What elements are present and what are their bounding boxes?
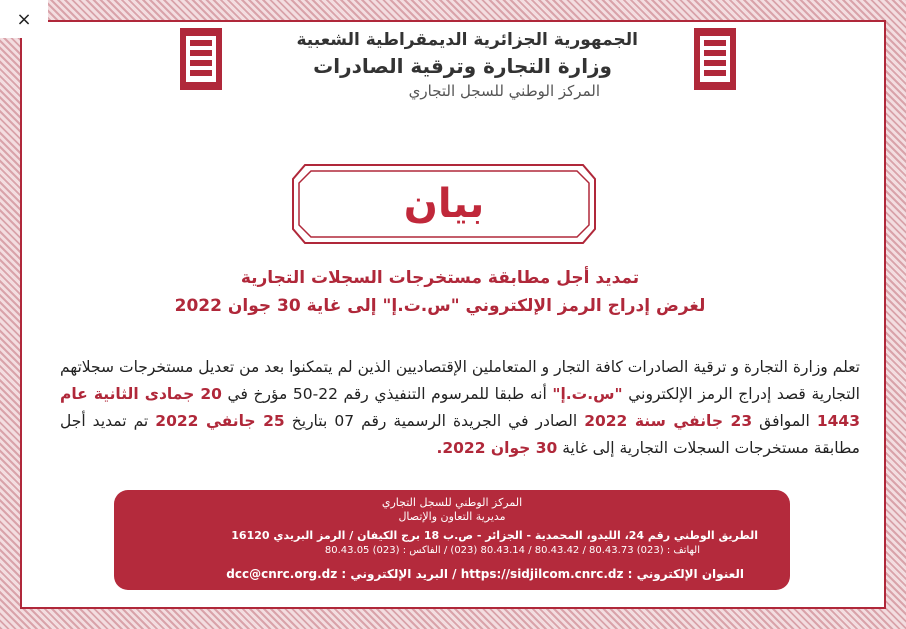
footer-web: العنوان الإلكتروني : https://sidjilcom.cnrc.dz / البريد الإلكتروني : dcc@cnrc.org.dz xyxy=(226,567,744,581)
body-highlight: 20 جمادى الثانية عام 1443 xyxy=(60,385,860,430)
body-text: أنه طبقا للمرسوم التنفيذي رقم 22-50 مؤرخ في xyxy=(221,385,553,403)
close-button[interactable] xyxy=(0,0,48,38)
body-text: تعلم وزارة التجارة و ترقية الصادرات كافة التجار و المتعاملين الإقتصاديين الذين لم يتمكنوا بعد من تعديل مستخرجات سجلاتهم التجارية قصد إدراج الرمز الإلكتروني xyxy=(60,358,860,403)
ministry-header xyxy=(297,28,639,102)
announcement-body xyxy=(60,354,860,462)
republic-name: الجمهورية الجزائرية الديمقراطية الشعبية xyxy=(296,30,638,50)
footer-org: المركز الوطني للسجل التجاري xyxy=(381,496,523,509)
subtitle-line-2: لغرض إدراج الرمز الإلكتروني "س.ت.إ" إلى غاية 30 جوان 2022 xyxy=(174,296,706,316)
close-icon: × xyxy=(16,8,32,30)
cnrc-logo-right xyxy=(690,26,740,92)
body-text: الصادر في الجريدة الرسمية رقم 07 بتاريخ xyxy=(284,412,585,430)
footer-dept: مديرية التعاون والإتصال xyxy=(398,510,506,523)
ministry-name: وزارة التجارة وترقية الصادرات xyxy=(313,54,612,78)
body-text: تم تمديد أجل مطابقة مستخرجات السجلات التجارية إلى غاية xyxy=(60,412,860,457)
body-highlight: 25 جانفي 2022 xyxy=(155,412,285,430)
announcement-title: بيان xyxy=(403,181,485,227)
body-text: الموافق xyxy=(752,412,817,430)
subtitle-line-1: تمديد أجل مطابقة مستخرجات السجلات التجارية xyxy=(240,268,640,288)
footer-phones: الهاتف : (023) 80.43.73 / 80.43.42 / 80.43.14 (023) / الفاكس : (023) 80.43.05 xyxy=(324,545,700,556)
footer-address: الطريق الوطني رقم 24، الليدو، المحمدية - الجزائر - ص.ب 18 برج الكيفان / الرمز البريدي 16120 xyxy=(231,529,758,542)
center-name: المركز الوطني للسجل التجاري xyxy=(408,82,600,100)
body-highlight: "س.ت.إ" xyxy=(552,385,623,403)
cnrc-logo-left xyxy=(176,26,226,92)
contact-footer xyxy=(114,490,790,590)
body-highlight: 23 جانفي سنة 2022 xyxy=(584,412,753,430)
body-highlight: 30 جوان 2022. xyxy=(436,439,558,457)
